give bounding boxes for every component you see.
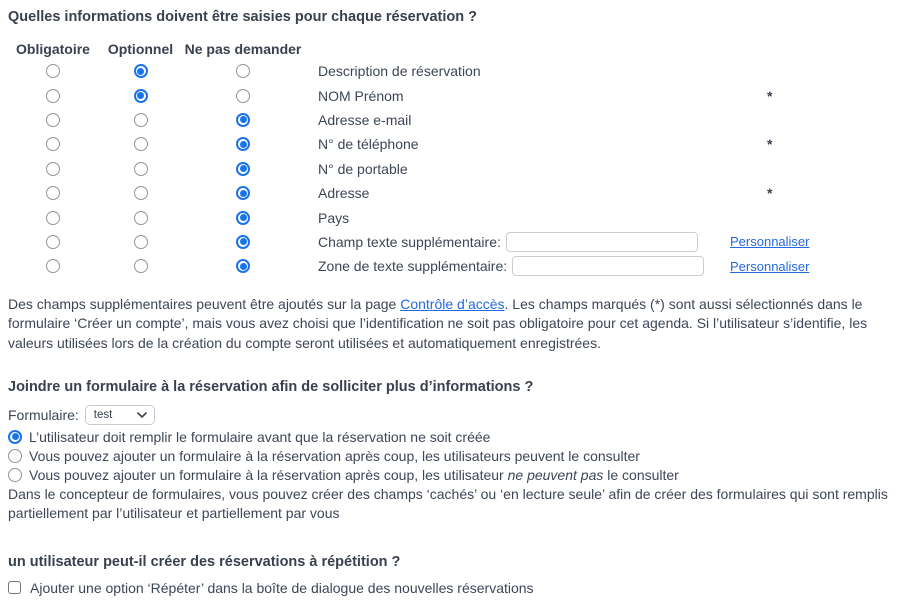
radio-ne-pas-demander[interactable] [236,113,250,127]
radio-ne-pas-demander[interactable] [236,211,250,225]
radio-ne-pas-demander[interactable] [236,89,250,103]
radio-ne-pas-demander[interactable] [236,137,250,151]
option-label: Vous pouvez ajouter un formulaire à la réservation après coup, les utilisateurs peuvent le consulter [29,447,640,464]
required-asterisk: * [767,136,773,153]
field-label: Zone de texte supplémentaire: [318,258,508,275]
formulaire-select[interactable] [85,405,155,425]
attach-form-heading: Joindre un formulaire à la réservation afin de solliciter plus d’informations ? [8,379,534,396]
field-rows [8,59,900,279]
personnaliser-link[interactable]: Personnaliser [730,234,810,250]
personnaliser-link[interactable]: Personnaliser [730,258,810,274]
field-label: Description de réservation [318,63,481,80]
required-asterisk: * [767,87,773,104]
radio-ne-pas-demander[interactable] [236,235,250,249]
field-row-nom-prenom [8,83,900,107]
radio-fill-before[interactable] [8,430,22,444]
formulaire-select-value: test [93,409,113,422]
repeat-reservations-heading: un utilisateur peut-il créer des réservations à répétition ? [8,553,401,570]
required-asterisk: * [767,185,773,202]
radio-ne-pas-demander[interactable] [236,186,250,200]
field-label: N° de téléphone [318,136,419,153]
field-row-email [8,108,900,132]
radio-obligatoire[interactable] [46,89,60,103]
option-label: Vous pouvez ajouter un formulaire à la réservation après coup, les utilisateur ne peuvent pas le consulter [29,467,679,484]
page-title: Quelles informations doivent être saisies pour chaque réservation ? [8,9,477,25]
field-label: NOM Prénom [318,87,404,104]
supplementary-fields-note [8,295,868,354]
field-row-zone-texte [8,254,900,278]
option-after-hidden [8,466,900,485]
radio-optionnel[interactable] [134,113,148,127]
repeat-option-row [8,580,900,596]
radio-obligatoire[interactable] [46,259,60,273]
field-row-portable [8,157,900,181]
column-header-ne-pas-demander: Ne pas demander [184,41,302,57]
repeat-option-checkbox[interactable] [8,581,21,594]
field-row-pays [8,205,900,229]
radio-obligatoire[interactable] [46,137,60,151]
radio-obligatoire[interactable] [46,113,60,127]
field-label: Adresse [318,185,370,202]
note-text-before: Des champs supplémentaires peuvent être ajoutés sur la page [8,295,401,312]
formulaire-row [8,405,900,425]
field-row-champ-texte [8,230,900,254]
form-attachment-options [8,427,900,485]
form-designer-note: Dans le concepteur de formulaires, vous pouvez créer des champs ‘cachés’ ou ‘en lecture seule’ afin de créer des formulaires qui sont remplis partiellement par l’utilisateur et partiellement par vous [8,485,888,522]
radio-after-hidden[interactable] [8,468,22,482]
field-label: Champ texte supplémentaire: [318,233,501,250]
option-after-visible [8,446,900,465]
radio-ne-pas-demander[interactable] [236,259,250,273]
radio-optionnel[interactable] [134,186,148,200]
radio-optionnel[interactable] [134,259,148,273]
radio-ne-pas-demander[interactable] [236,64,250,78]
radio-ne-pas-demander[interactable] [236,162,250,176]
formulaire-label: Formulaire: [8,407,79,424]
radio-after-visible[interactable] [8,449,22,463]
controle-acces-link[interactable]: Contrôle d’accès [400,295,505,312]
radio-optionnel[interactable] [134,89,148,103]
field-row-adresse [8,181,900,205]
column-headers [8,40,900,58]
field-label: Pays [318,209,350,226]
option-label: L’utilisateur doit remplir le formulaire avant que la réservation ne soit créée [29,428,491,445]
radio-optionnel[interactable] [134,137,148,151]
radio-optionnel[interactable] [134,235,148,249]
radio-obligatoire[interactable] [46,211,60,225]
column-header-optionnel: Optionnel [107,41,174,57]
field-row-description [8,59,900,83]
radio-obligatoire[interactable] [46,162,60,176]
repeat-option-label: Ajouter une option ‘Répéter’ dans la boîte de dialogue des nouvelles réservations [30,579,534,596]
field-label: N° de portable [318,160,408,177]
radio-optionnel[interactable] [134,211,148,225]
champ-texte-input[interactable] [506,232,698,252]
radio-optionnel[interactable] [134,162,148,176]
field-label: Adresse e-mail [318,111,412,128]
radio-obligatoire[interactable] [46,186,60,200]
radio-obligatoire[interactable] [46,235,60,249]
chevron-down-icon [137,412,147,418]
field-row-telephone [8,132,900,156]
column-header-obligatoire: Obligatoire [16,41,90,57]
radio-optionnel[interactable] [134,64,148,78]
note-text-after: . Les champs marqués (*) sont aussi sélectionnés dans le formulaire ‘Créer un compte’, mais vous avez choisi que l’identification ne soit pas obligatoire pour cet agenda. Si l’utilisateur s’identifie, les valeurs utilisées lors de la création du compte seront utilisées et automatiquement enregistrées. [8,295,868,351]
zone-texte-input[interactable] [512,256,704,276]
option-fill-before [8,427,900,446]
radio-obligatoire[interactable] [46,64,60,78]
